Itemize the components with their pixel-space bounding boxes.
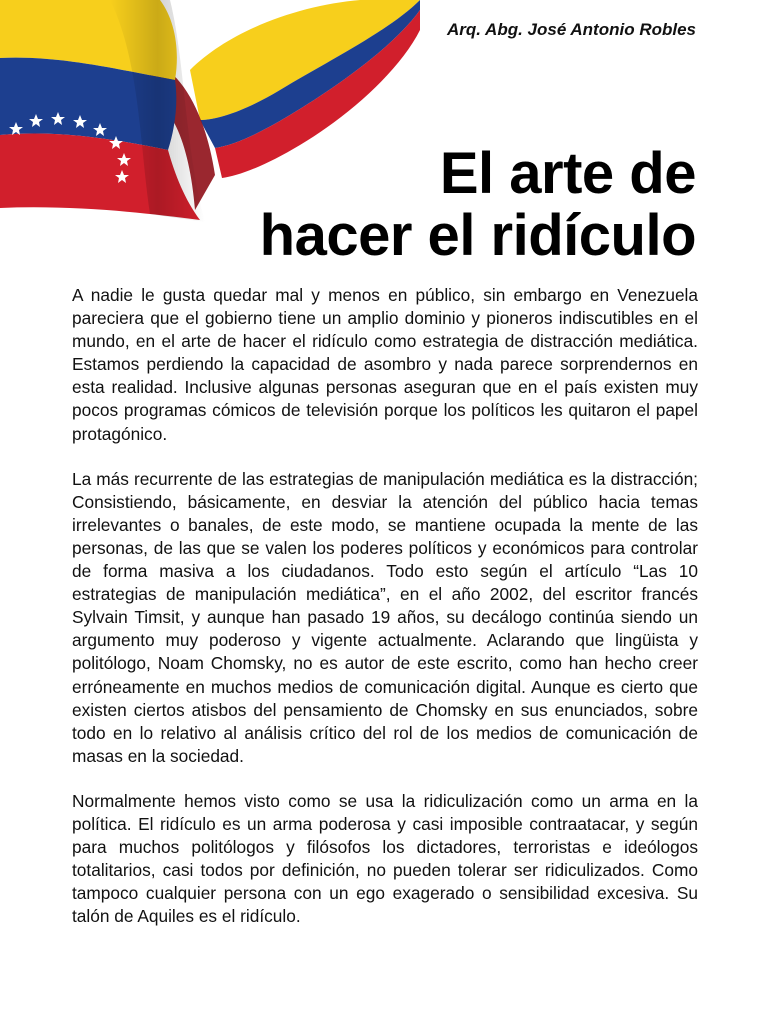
title-line-2: hacer el ridículo <box>259 202 696 268</box>
paragraph: Normalmente hemos visto como se usa la ridiculización como un arma en la política. El ridículo es un arma poderosa y casi imposible contraatacar, y según para muchos politólogos y filósofos los dictadores, terroristas e ideólogos totalitarios, casi todos por definición, no pueden tolerar ser ridiculizados. Como tampoco cualquier persona con un ego exagerado o sensibilidad excesiva. Su talón de Aquiles es el ridículo. <box>72 790 698 927</box>
title-line-1: El arte de <box>439 140 696 206</box>
paragraph: A nadie le gusta quedar mal y menos en público, sin embargo en Venezuela pareciera que el gobierno tiene un amplio dominio y pioneros indiscutibles en el mundo, en el arte de hacer el ridículo como estrategia de distracción mediática. Estamos perdiendo la capacidad de asombro y nada parece sorprendernos en esta realidad. Inclusive algunas personas aseguran que en el país existen muy pocos programas cómicos de televisión porque los políticos les quitaron el papel protagónico. <box>72 285 698 444</box>
article-body <box>72 284 698 950</box>
author-name: Arq. Abg. José Antonio Robles <box>446 20 696 39</box>
paragraph: La más recurrente de las estrategias de manipulación mediática es la distracción; Consistiendo, básicamente, en desviar la atención del público hacia temas irrelevantes o banales, de este modo, se mantiene ocupada la mente de las personas, de las que se valen los poderes políticos y económicos para controlar de forma masiva a los ciudadanos. Todo esto según el artículo “Las 10 estrategias de manipulación mediática”, en el año 2002, del escritor francés Sylvain Timsit, y aunque han pasado 19 años, su decálogo continúa siendo un argumento muy poderoso y vigente actualmente. Aclarando que lingüista y politólogo, Noam Chomsky, no es autor de este escrito, como han hecho creer erróneamente en muchos medios de comunicación digital. Aunque es cierto que existen ciertos atisbos del pensamiento de Chomsky en sus enunciados, sobre todo en lo relativo al análisis crítico del rol de los medios de comunicación de masas en la sociedad. <box>72 468 698 766</box>
page-title <box>259 140 696 268</box>
